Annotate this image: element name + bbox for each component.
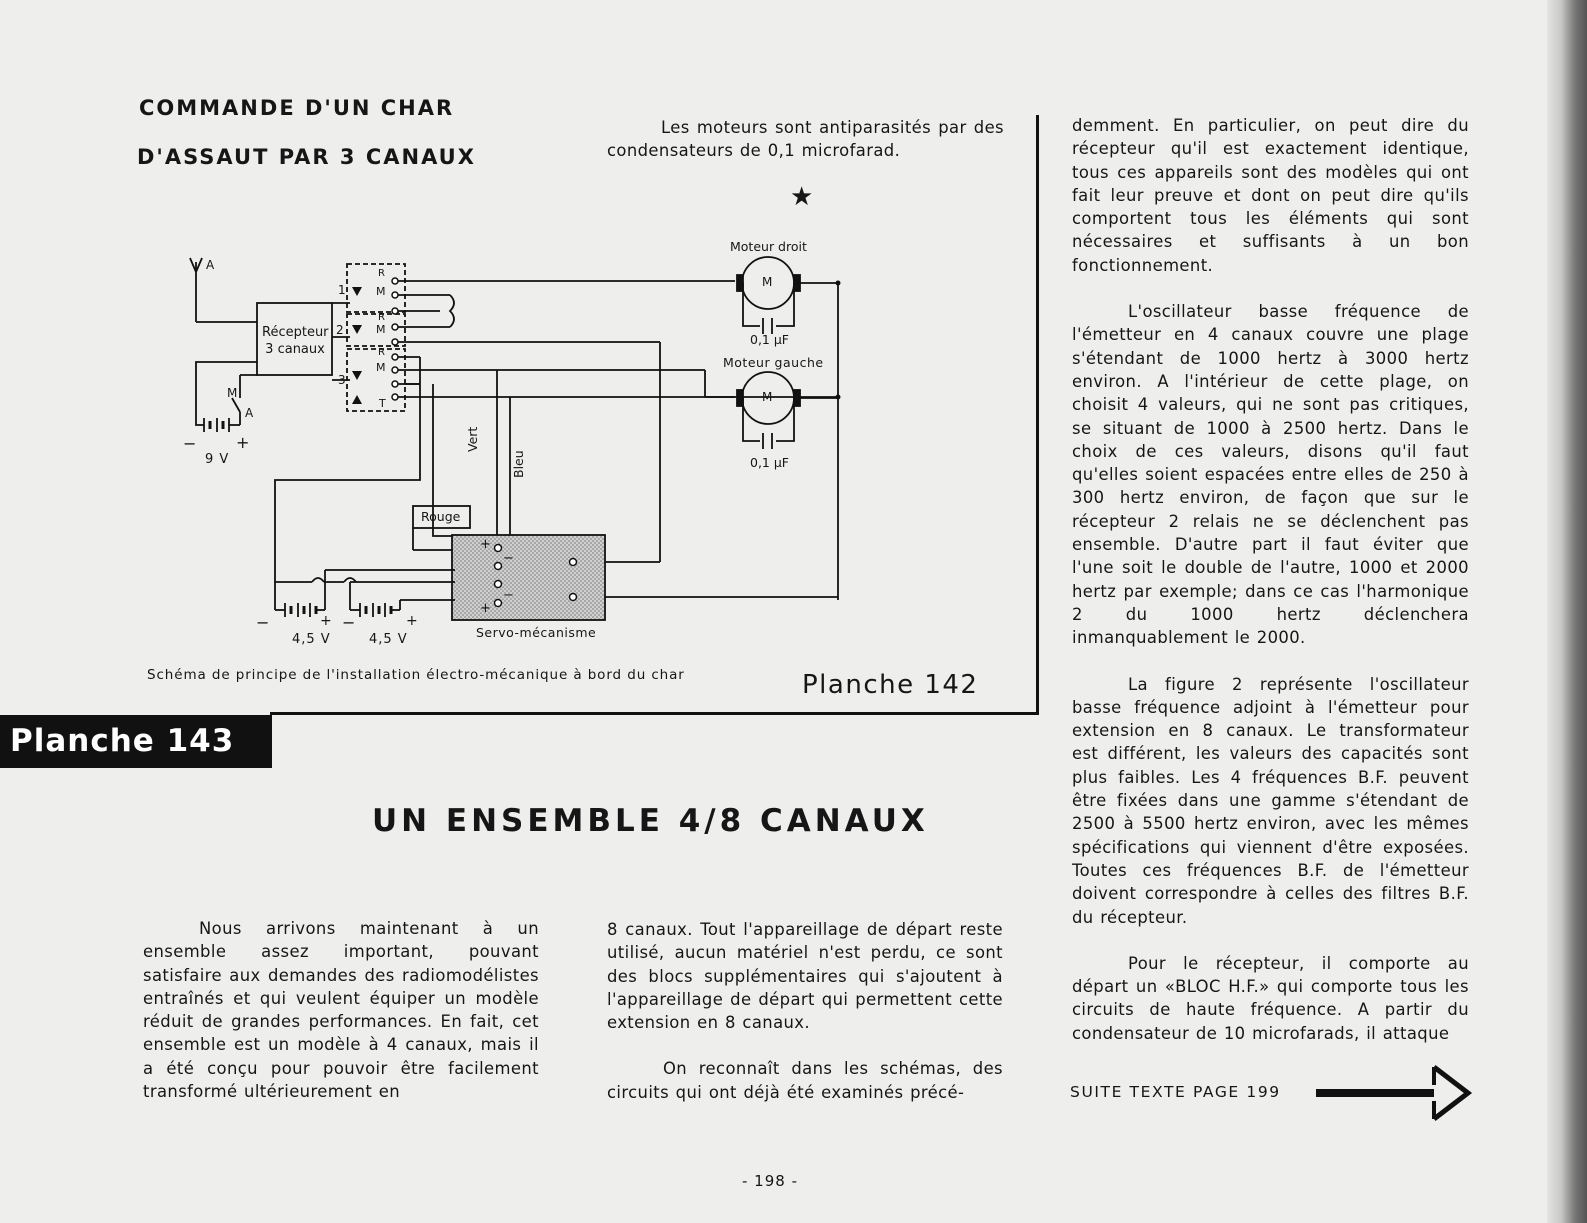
- right-para-1: demment. En particulier, on peut dire du récepteur qu'il est exactement identique, tous ces appareils sont des modèles qui ont fait leur preuve et dont on peut dire qu'ils comportent tous les éléments qui sont nécessaires et suffisants à un bon fonctionnement.: [1072, 116, 1469, 275]
- battery-45-1-label: 4,5 V: [292, 632, 331, 647]
- antenna-label: A: [206, 258, 215, 272]
- motor-left-label: Moteur gauche: [723, 355, 824, 370]
- right-para-4: Pour le récepteur, il comporte au départ un «BLOC H.F.» qui comporte tous les circuits de haute fréquence. A partir du condensateur de 10 microfarads, il attaque: [1072, 953, 1469, 1043]
- battery-45-2-label: 4,5 V: [369, 632, 408, 647]
- heading-line-2: D'ASSAUT PAR 3 CANAUX: [137, 145, 476, 169]
- middle-para-2: On reconnaît dans les schémas, des circuits qui ont déjà été examinés précé-: [607, 1059, 1003, 1102]
- relay-2-m-label: M: [376, 323, 386, 336]
- wire-vert-label: Vert: [465, 426, 480, 452]
- switch-a-label: A: [245, 406, 254, 420]
- section-title: UN ENSEMBLE 4/8 CANAUX: [372, 803, 929, 839]
- heading-line-1: COMMANDE D'UN CHAR: [139, 96, 455, 120]
- battery-9v-label: 9 V: [205, 452, 230, 467]
- channel-2-label: 2: [336, 323, 344, 337]
- schematic-caption: Schéma de principe de l'installation électro-mécanique à bord du char: [147, 667, 685, 683]
- servo-minus-2: −: [503, 588, 514, 603]
- battery-plus: +: [236, 433, 250, 452]
- servo-plus-bottom: +: [480, 601, 491, 616]
- relay-1-r-label: R: [378, 268, 385, 279]
- planche-143-banner: Planche 143: [0, 715, 272, 768]
- cap-left-value: 0,1 µF: [750, 455, 789, 470]
- servo-minus-1: −: [503, 551, 514, 566]
- receiver-line-1: Récepteur: [262, 325, 329, 340]
- relay-2-r-label: R: [378, 312, 385, 323]
- receiver-line-2: 3 canaux: [265, 342, 325, 357]
- battery-45-2-plus: +: [406, 613, 418, 629]
- motor-right-label: Moteur droit: [730, 239, 807, 254]
- battery-minus: −: [183, 434, 197, 453]
- suite-text: SUITE TEXTE PAGE 199: [1070, 1083, 1281, 1101]
- middle-column: [607, 918, 1003, 1104]
- battery-45-1-minus: −: [256, 613, 270, 632]
- arrow-right-icon: [1316, 1063, 1476, 1123]
- page-binding-shadow: [1547, 0, 1587, 1223]
- right-column: [1072, 114, 1469, 1045]
- relay-1-m-label: M: [376, 285, 386, 298]
- motor-right-symbol: M: [762, 275, 773, 289]
- wire-bleu-label: Bleu: [511, 450, 526, 478]
- relay-3-r-label: R: [378, 347, 385, 358]
- servo-label: Servo-mécanisme: [476, 625, 597, 640]
- servo-plus-top: +: [480, 537, 491, 552]
- left-para-1: Nous arrivons maintenant à un ensemble assez important, pouvant satisfaire aux demandes des radiomodélistes entraînés et qui veulent équiper un modèle réduit de grandes performances. En fait, cet ensemble est un modèle à 4 canaux, mais il a été conçu pour pouvoir être facilement transformé ultérieurement en: [143, 919, 539, 1102]
- schematic-diagram: [0, 0, 1040, 712]
- top-middle-text: Les moteurs sont antiparasités par des condensateurs de 0,1 microfarad.: [607, 118, 1004, 161]
- cap-right-value: 0,1 µF: [750, 332, 789, 347]
- relay-t-label: T: [379, 397, 386, 410]
- right-para-3: La figure 2 représente l'oscillateur basse fréquence adjoint à l'émetteur pour extension en 8 canaux. Le transformateur est différent, les valeurs des capacités sont plus faibles. Les 4 fréquences B.F. peuvent être fixées dans une gamme s'étendant de 2500 à 5500 hertz environ, avec les mêmes spécifications qui viennent d'être exposées. Toutes ces fréquences B.F. de l'émetteur doivent correspondre à celles des filtres B.F. du récepteur.: [1072, 674, 1469, 927]
- right-para-2: L'oscillateur basse fréquence de l'émetteur en 4 canaux couvre une plage s'étendant de 1000 hertz à 3000 hertz environ. A l'intérieur de cette plage, on choisit 4 valeurs, qui ne sont pas critiques, se situant de 1000 à 2500 hertz. Dans le choix de ces valeurs, disons qu'il faut qu'elles soient espacées entre elles de 250 à 300 hertz environ, de façon que sur le récepteur 2 relais ne se déclenchent pas ensemble. D'autre part il faut éviter que l'une soit le double de l'autre, 1000 et 2000 hertz par exemple; dans ce cas l'harmonique 2 du 1000 hertz déclenchera inmanquablement le 2000.: [1072, 302, 1469, 648]
- channel-3-label: 3: [338, 373, 346, 387]
- motor-left-symbol: M: [762, 390, 773, 404]
- channel-1-label: 1: [338, 283, 346, 297]
- planche-142-label: Planche 142: [802, 670, 979, 700]
- relay-3-m-label: M: [376, 361, 386, 374]
- left-column: [143, 917, 539, 1103]
- wire-rouge-label: Rouge: [421, 509, 461, 524]
- star-icon: ★: [790, 182, 814, 212]
- battery-45-1-plus: +: [320, 613, 332, 629]
- battery-45-2-minus: −: [342, 613, 356, 632]
- page-number: - 198 -: [742, 1172, 798, 1190]
- figure-border-bottom: [270, 712, 1039, 715]
- switch-m-label: M: [227, 386, 238, 400]
- figure-border-right: [1036, 115, 1039, 715]
- middle-para-1: 8 canaux. Tout l'appareillage de départ reste utilisé, aucun matériel n'est perdu, ce sont des blocs supplémentaires qui s'ajoutent à l'appareillage de départ qui permettent cette extension en 8 canaux.: [607, 920, 1003, 1033]
